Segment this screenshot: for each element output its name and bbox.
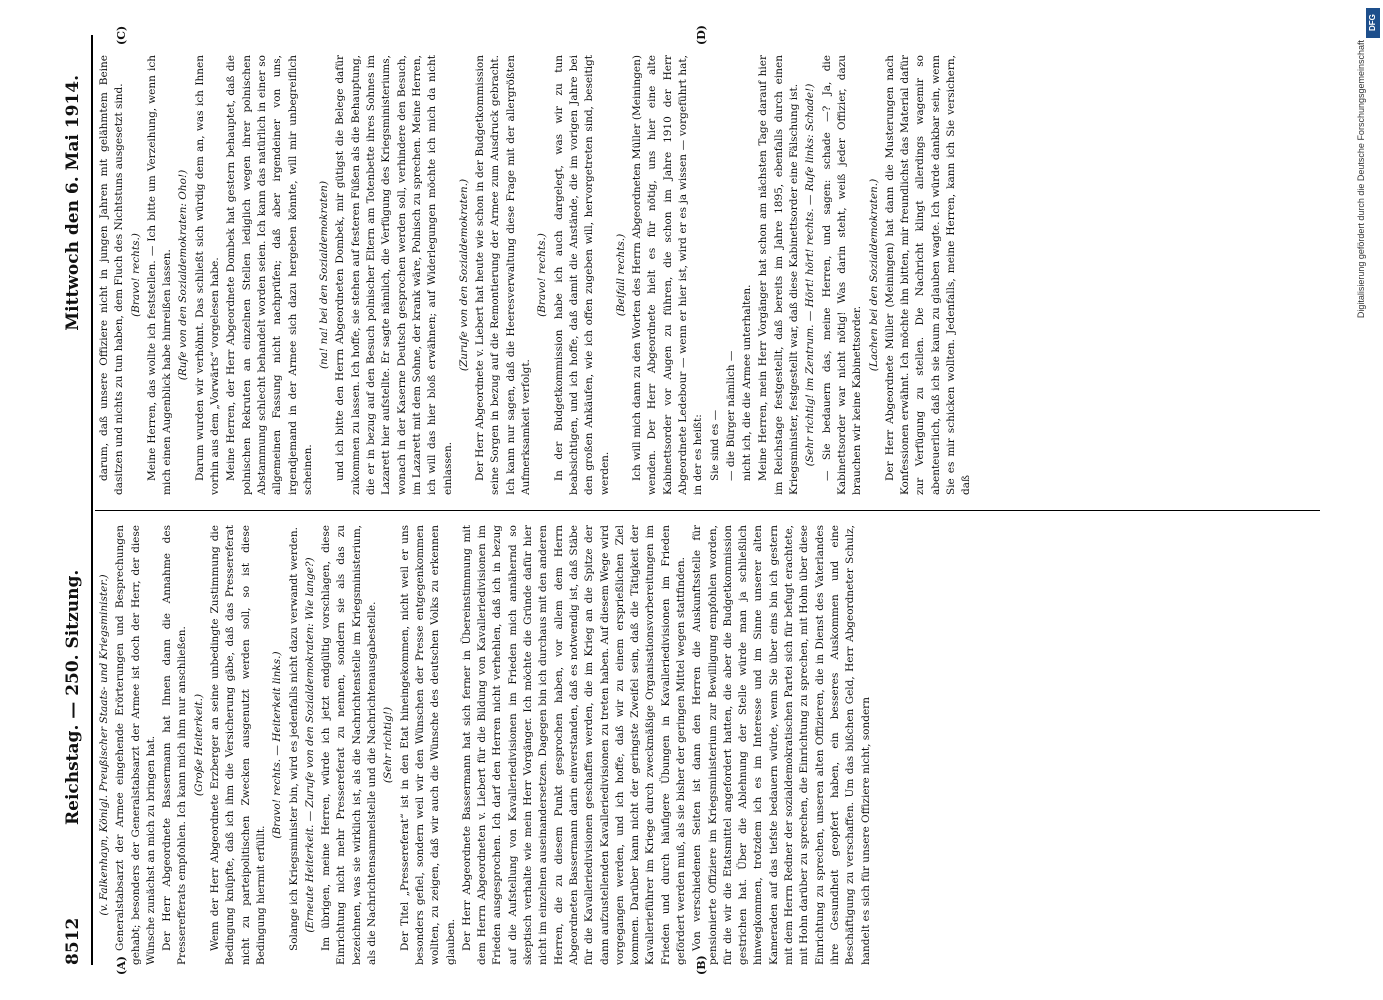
left-text-column [97, 525, 1322, 965]
paragraph: — die Bürger nämlich — [724, 350, 737, 481]
paragraph: — Sie bedauern das, meine Herren, und sagen: schade —? Ja, die Kabinettsorder war nicht nötig! Was darin steht, weiß jeder Offizier, dazu brauchen wir keine Kabinettsorder. [820, 55, 864, 495]
dfg-logo: DFG [1366, 8, 1380, 38]
paragraph: und ich bitte den Herrn Abgeordneten Dombek, mir gütigst die Belege dafür zukommen zu lassen. Ich hoffe, sie stehen auf festeren Füßen als die Behauptung, die er in bezug auf den Besuch polnischer Eltern am Totenbette ihres Sohnes im Lazarett hier aufstellte. Er sagte nämlich, die Verfügung des Kriegsministeriums, wonach in der Kaserne Deutsch gesprochen werden soll, verhindere den Besuch, im Lazarett mit dem Sohne, der krank wäre, Polnisch zu sprechen. Meine Herren, ich will das hier bloß erwähnen; auf Widerlegungen möchte ich mich da nicht einlassen. [334, 55, 454, 495]
paragraph: (Große Heiterkeit.) [192, 693, 205, 797]
paragraph: Meine Herren, das wollte ich feststellen. — Ich bitte um Verzeihung, wenn ich mich einen Augenblick habe hinreißen lassen. [145, 55, 174, 495]
paragraph: Der Titel „Pressereferat“ ist in den Etat hineingekommen, nicht weil er uns besonders gefiel, sondern weil wir den Wünschen der Presse entgegenkommen wollten, zu zeigen, daß wir auch die Wünsche des deutschen Volks zu erkennen glauben. [398, 525, 457, 965]
paragraph: Solange ich Kriegsminister bin, wird es jedenfalls nicht dazu verwandt werden. [287, 527, 300, 951]
credit-strip [1356, 40, 1378, 960]
paragraph: Meine Herren, mein Herr Vorgänger hat schon am nächsten Tage darauf hier im Reichstage festgestellt, daß bereits im Jahre 1895, ebenfalls durch einen Kriegsminister, festgestellt war, daß diese Kabinettsorder eine Fälschung ist. [757, 55, 801, 495]
margin-marker-d: (D) [695, 25, 708, 45]
right-text-column [97, 55, 1322, 495]
paragraph: Im übrigen, meine Herren, würde ich jetzt endgültig vorschlagen, diese Einrichtung nicht mehr Pressereferat zu nennen, sondern sie als das zu bezeichnen, was sie wirklich ist, als die Nachrichtenstelle im Kriegsministerium, als die Nachrichtensammelstelle und die Nachrichtenausgabestelle. [320, 525, 379, 965]
paragraph: (Zurufe von den Sozialdemokraten.) [457, 178, 470, 372]
paragraph: In der Budgetkommission habe ich auch dargelegt, was wir zu tun beabsichtigen, und ich hoffe, daß damit die Anstände, die im vorigen Jahre bei den großen Ankäufen, wie ich offen zugeben will, hervorgetreten sind, beseitigt werden. [552, 55, 611, 495]
paragraph: Sie sind es — [708, 409, 721, 481]
paragraph: Der Herr Abgeordnete v. Liebert hat heute wie schon in der Budgetkommission seine Sorgen in bezug auf die Remontierung der Armee zum Ausdruck gebracht. Ich kann nur sagen, daß die Heeresverwaltung diese Frage mit der allergrößten Aufmerksamkeit verfolgt. [474, 55, 533, 495]
paragraph: Der Herr Abgeordnete Müller (Meiningen) hat dann die Musterungen nach Konfessionen erwähnt. Ich möchte ihn bitten, mir freundlichst das Material dafür zur Verfügung zu stellen. Die Nachricht klingt allerdings wagemir so abenteuerlich, daß ich sie kaum zu glauben wagte. Ich würde dankbar sein, wenn Sie es mir schicken wollten. Jedenfalls, meine Herren, kann ich Sie versichern, daß [883, 55, 973, 495]
paragraph: Von verschiedenen Seiten ist dann den Herren die Auskunftsstelle für pensionierte Offiziere im Kriegsministerium zur Bewilligung empfohlen worden, für die wir die Etatsmittel angefordert hatten, die aber die Budgetkommission gestrichen hat. Über die Ablehnung der Stelle würde man ja schließlich hinwegkommen, trotzdem ich es im Interesse und im Sinne unserer alten Kameraden auf das tiefste bedauern würde, wenn Sie über eins bin ich gestern mit dem Herrn Redner der sozialdemokratischen Partei sich für befugt erachtete, mit Hohn darüber zu sprechen, die Einrichtung zu sprechen, mit Hohn über diese Einrichtung zu sprechen, unseren alten Offizieren, die in Dienst des Vaterlandes ihre Gesundheit geopfert haben, ein besseres Auskommen und eine Beschäftigung zu verschaffen. Um das bißchen Geld, Herr Abgeordneter Schulz, handelt es sich für unsere Offiziere nicht, sondern [691, 525, 872, 965]
margin-marker-a: (A) [115, 956, 128, 975]
paragraph: (Lachen bei den Sozialdemokraten.) [867, 178, 880, 372]
paragraph: (Bravo! rechts.) [536, 233, 549, 317]
paragraph: Der Herr Abgeordnete Bassermann hat sich ferner in Übereinstimmung mit dem Herrn Abgeordneten v. Liebert für die Bildung von Kavalleriedivisionen im Frieden ausgesprochen. Ich darf den Herren nicht verhehlen, daß ich in bezug auf die Aufstellung von Kavalleriedivisionen im Frieden mich annähernd so skeptisch verhalte wie mein Herr Vorgänger. Ich möchte die Gründe dafür hier nicht im einzelnen auseinandersetzen. Dagegen bin ich durchaus mit den anderen Herren, die zu diesem Punkt gesprochen haben, vor allem dem Herrn Abgeordneten Bassermann darin einverstanden, daß es notwendig ist, daß Stäbe für die Kavalleriedivisionen geschaffen werden, die im Krieg an die Spitze der dann aufzustellenden Kavalleriedivisionen zu treten haben. Auf diesem Wege wird vorgegangen werden, und ich hoffe, daß wir zu einem ersprießlichen Ziel kommen. Darüber kann nicht der geringste Zweifel sein, daß die Tätigkeit der Kavallerieführer im Kriege durch zweckmäßige Organisationsvorbereitungen im Frieden und durch häufigere Übungen in Kavalleriedivisionen im Frieden gefördert werden muß, als sie bisher der geringen Mittel wegen stattfinden. [460, 525, 687, 965]
header-right-date: Mittwoch den 6. Mai 1914. [63, 75, 83, 331]
paragraph: Wenn der Herr Abgeordnete Erzberger an seine unbedingte Zustimmung die Bedingung knüpfte, daß ich ihm die Versicherung gäbe, daß das Pressereferat nicht zu parteipolitischen Zwecken ausgenutzt werden soll, so ist diese Bedingung hiermit erfüllt. [209, 525, 267, 965]
paragraph: Ich will mich dann zu den Worten des Herrn Abgeordneten Müller (Meiningen) wenden. Der Herr Abgeordnete hielt es für nötig, uns hier eine alte Kabinettsorder vor Augen zu führen, die schon im Jahre 1910 der Herr Abgeordnete Ledebour — wenn er hier ist, wird er es ja wissen — vorgeführt hat, in der es heißt: [631, 55, 705, 495]
paragraph: Generalstabsarzt der Armee eingehende Erörterungen und Besprechungen gehabt; besonders der Generalstabsarzt der Armee ist doch der Herr, der diese Wünsche zunächst an mich zu bringen hat. [114, 525, 157, 965]
paragraph: Der Herr Abgeordnete Bassermann hat Ihnen dann die Annahme des Presserefferats empfohlen. Ich kann mich ihm nur anschließen. [161, 525, 189, 965]
paragraph: nicht ich, die die Armee unterhalten. [741, 284, 754, 481]
paragraph: (Erneute Heiterkeit. — Zurufe von den Sozialdemokraten: Wie lange?) [303, 557, 316, 933]
rotated-page-content [55, 25, 1325, 975]
margin-marker-b: (B) [695, 955, 708, 975]
paragraph: darum, daß unsere Offiziere nicht in jungen Jahren mit gelähmtem Beine dasitzen und nichts zu tun haben, dem Fluch des Nichtstuns ausgesetzt sind. [98, 55, 126, 495]
paragraph: (Beifall rechts.) [614, 233, 627, 317]
margin-marker-c: (C) [115, 25, 128, 45]
paragraph: (Bravo! rechts. — Heiterkeit links.) [271, 651, 284, 839]
paragraph: (Bravo! rechts.) [129, 233, 142, 317]
paragraph: Meine Herren, der Herr Abgeordnete Dombek hat gestern behauptet, daß die polnischen Rekruten an einzelnen Stellen lediglich wegen ihrer polnischen Abstammung schlecht behandelt worden seien. Ich kann das natürlich in einer so allgemeinen Fassung nicht nachprüfen; daß aber irgendeiner von uns, irgendjemand in der Armee sich dazu hergeben könnte, will mir unbegreiflich scheinen. [225, 55, 314, 495]
digitization-credit: Digitalisierung gefördert durch die Deutsche Forschungsgemeinschaft [1356, 40, 1366, 319]
paragraph: (Sehr richtig!) [382, 706, 395, 784]
header-left-title: Reichstag. — 250. Sitzung. [63, 569, 83, 825]
column-divider [95, 510, 1320, 511]
paragraph: (Rufe von den Sozialdemokraten: Oho!) [177, 169, 190, 381]
page-header [55, 35, 93, 965]
paragraph: (v. Falkenhayn, Königl. Preußischer Staats- und Kriegsminister.) [98, 574, 110, 916]
paragraph: (Sehr richtig! im Zentrum. — Hört! hört! rechts. — Rufe links: Schade!) [804, 83, 817, 467]
paragraph: Darum wurden wir verhöhnt. Das schließt sich würdig dem an, was ich Ihnen vorhin aus dem „Vorwärts“ vorgelesen habe. [193, 55, 222, 495]
page-number: 8512 [63, 917, 83, 965]
paragraph: (na! na! bei den Sozialdemokraten) [318, 180, 331, 370]
